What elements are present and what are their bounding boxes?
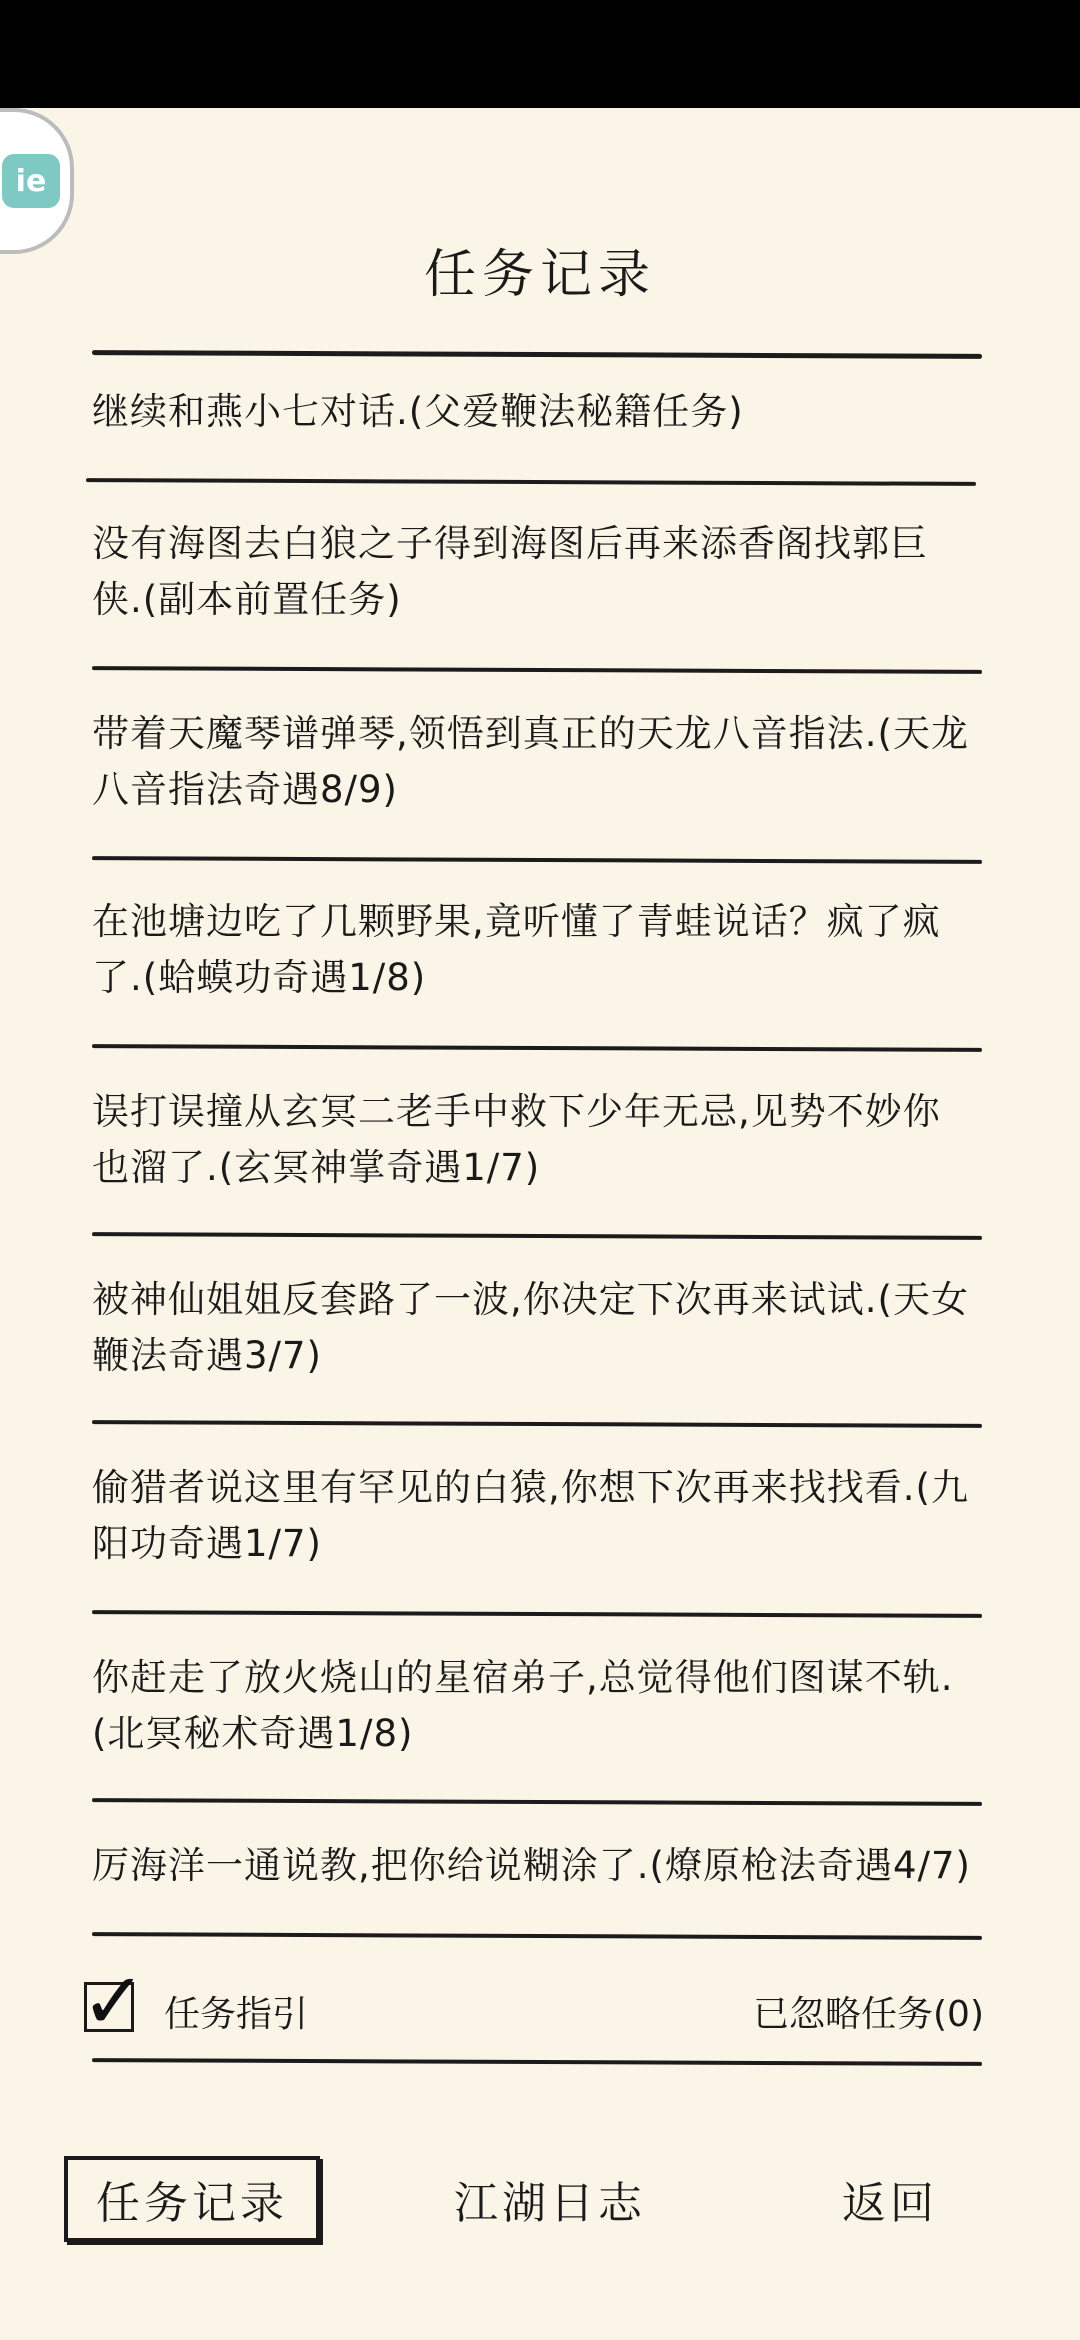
quest-item[interactable]: 偷猎者说这里有罕见的白猿,你想下次再来找找看.(九阳功奇遇1/7): [92, 1466, 969, 1565]
divider: [92, 1044, 982, 1052]
quest-guide-checkbox[interactable]: [81, 1957, 147, 2047]
divider: [86, 478, 976, 486]
quest-item[interactable]: 带着天魔琴谱弹琴,领悟到真正的天龙八音指法.(天龙八音指法奇遇8/9): [92, 712, 969, 811]
quest-item[interactable]: 没有海图去白狼之子得到海图后再来添香阁找郭巨侠.(副本前置任务): [92, 522, 928, 621]
divider: [92, 2058, 982, 2066]
divider: [92, 350, 982, 359]
tab-jianghu-journal[interactable]: 江湖日志: [454, 2178, 646, 2229]
ignored-quests-button[interactable]: 已忽略任务(0): [753, 1994, 984, 2035]
status-bar: [0, 0, 1080, 108]
divider: [92, 666, 982, 674]
divider: [92, 1232, 982, 1240]
divider: [92, 1610, 982, 1618]
divider: [92, 856, 982, 864]
quest-item[interactable]: 你赶走了放火烧山的星宿弟子,总觉得他们图谋不轨.(北冥秘术奇遇1/8): [92, 1656, 954, 1755]
quest-item[interactable]: 继续和燕小七对话.(父爱鞭法秘籍任务): [92, 390, 744, 433]
checkmark-icon: ✓: [81, 1957, 147, 2047]
app-badge-icon: ie: [2, 154, 60, 208]
back-button[interactable]: 返回: [842, 2178, 938, 2229]
bottom-nav: [0, 2150, 1080, 2250]
tab-quest-log[interactable]: 任务记录: [64, 2156, 320, 2242]
divider: [92, 1798, 982, 1806]
divider: [92, 1932, 982, 1940]
quest-guide-label[interactable]: 任务指引: [164, 1994, 309, 2035]
quest-item[interactable]: 被神仙姐姐反套路了一波,你决定下次再来试试.(天女鞭法奇遇3/7): [92, 1278, 969, 1377]
quest-item[interactable]: 厉海洋一通说教,把你给说糊涂了.(燎原枪法奇遇4/7): [92, 1844, 971, 1887]
quest-item[interactable]: 误打误撞从玄冥二老手中救下少年无忌,见势不妙你也溜了.(玄冥神掌奇遇1/7): [92, 1090, 941, 1189]
quest-guide-row: [81, 1957, 984, 2048]
page-title: 任务记录: [423, 245, 656, 305]
divider: [92, 1420, 982, 1428]
quest-item[interactable]: 在池塘边吃了几颗野果,竟听懂了青蛙说话？疯了疯了.(蛤蟆功奇遇1/8): [92, 900, 941, 999]
